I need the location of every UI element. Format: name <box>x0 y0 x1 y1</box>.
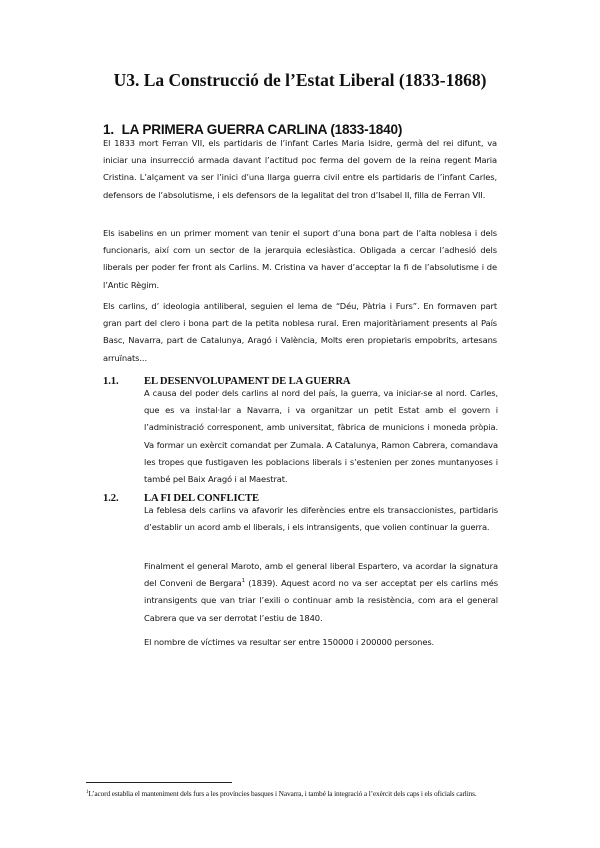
section-number: 1. <box>103 122 114 137</box>
subsection-number: 1.1. <box>103 376 119 387</box>
subsection-number: 1.2. <box>103 493 119 504</box>
paragraph-carlins: Els carlins, d’ ideologia antiliberal, seguien el lema de “Déu, Pàtria i Furs”. En formaven part gran part del clero i bona part de la petita noblesa rural. Eren majoritàriament presents al País Basc, Navarra, part de Catalunya, Aragó i València, Molts eren propietaris empobrits, artesans arruïnats... <box>103 301 497 363</box>
paragraph-isabelins: Els isabelins en un primer moment van tenir el suport d’una bona part de l’alta noblesa i dels funcionaris, així com un sector de la jerarquia eclesiàstica. Obligada a cercar l’adhesió dels liberals per poder fer front als Carlins. M. Cristina va haver d’acceptar la fi de l’absolutisme i de l’Antic Règim. <box>103 228 497 290</box>
section-heading-text: LA PRIMERA GUERRA CARLINA (1833-1840) <box>121 122 403 137</box>
paragraph-intro: El 1833 mort Ferran VII, els partidaris de l’infant Carles Maria Isidre, germà del rei difunt, va iniciar una insurrecció armada davant l’actitud poc ferma del govern de la reina regent Maria Cristina. L’alçament va ser l’inici d’una llarga guerra civil entre els partidaris de l’infant Carles, defensors de l’absolutisme, i els defensors de la legalitat del tron d’Isabel II, filla de Ferran VII. <box>103 138 497 200</box>
page-title: U3. La Construcció de l’Estat Liberal (1833-1868) <box>113 70 487 90</box>
paragraph-war-development: A causa del poder dels carlins al nord del país, la guerra, va iniciar-se al nord. Carles, que es va instal·lar a Navarra, i va organitzar un petit Estat amb el govern i l’administració corresponent, amb universitat, fàbrica de municions i moneda pròpia. Va formar un exèrcit comandat per Zumala. A Catalunya, Ramon Cabrera, comandava les tropes que fustigaven les poblacions liberals i s’estenien per zones muntanyoses i també pel Baix Aragó i al Maestrat. <box>144 388 498 485</box>
paragraph-bergara <box>144 558 498 627</box>
footnote-separator <box>86 782 232 783</box>
footnote <box>86 787 506 801</box>
paragraph-victims: El nombre de víctimes va resultar ser entre 150000 i 200000 persones. <box>144 637 435 647</box>
subsection-heading-text: LA FI DEL CONFLICTE <box>144 493 259 504</box>
footnote-reference[interactable]: 1 <box>241 578 246 585</box>
paragraph-weakness: La feblesa dels carlins va afavorir les diferències entre els transaccionistes, partidaris d’establir un acord amb el liberals, i els intransigents, que volien continuar la guerra. <box>144 505 498 533</box>
paragraph-bergara-before: Finalment el general Maroto, amb el general liberal Espartero, va acordar la signatura del Conveni de Bergara <box>144 561 498 589</box>
footnote-marker: 1 <box>86 790 89 795</box>
paragraph-bergara-after: (1839). Aquest acord no va ser acceptat per els carlins més intransigents que van triar l’exili o continuar amb la resistència, com ara el general Cabrera que va ser derrotat l’estiu de 1840. <box>144 578 498 623</box>
subsection-heading-text: EL DESENVOLUPAMENT DE LA GUERRA <box>144 376 351 387</box>
footnote-text: L’acord establia el manteniment dels furs a les províncies basques i Navarra, i també la integració a l’exèrcit dels caps i els oficials carlins. <box>88 789 477 798</box>
